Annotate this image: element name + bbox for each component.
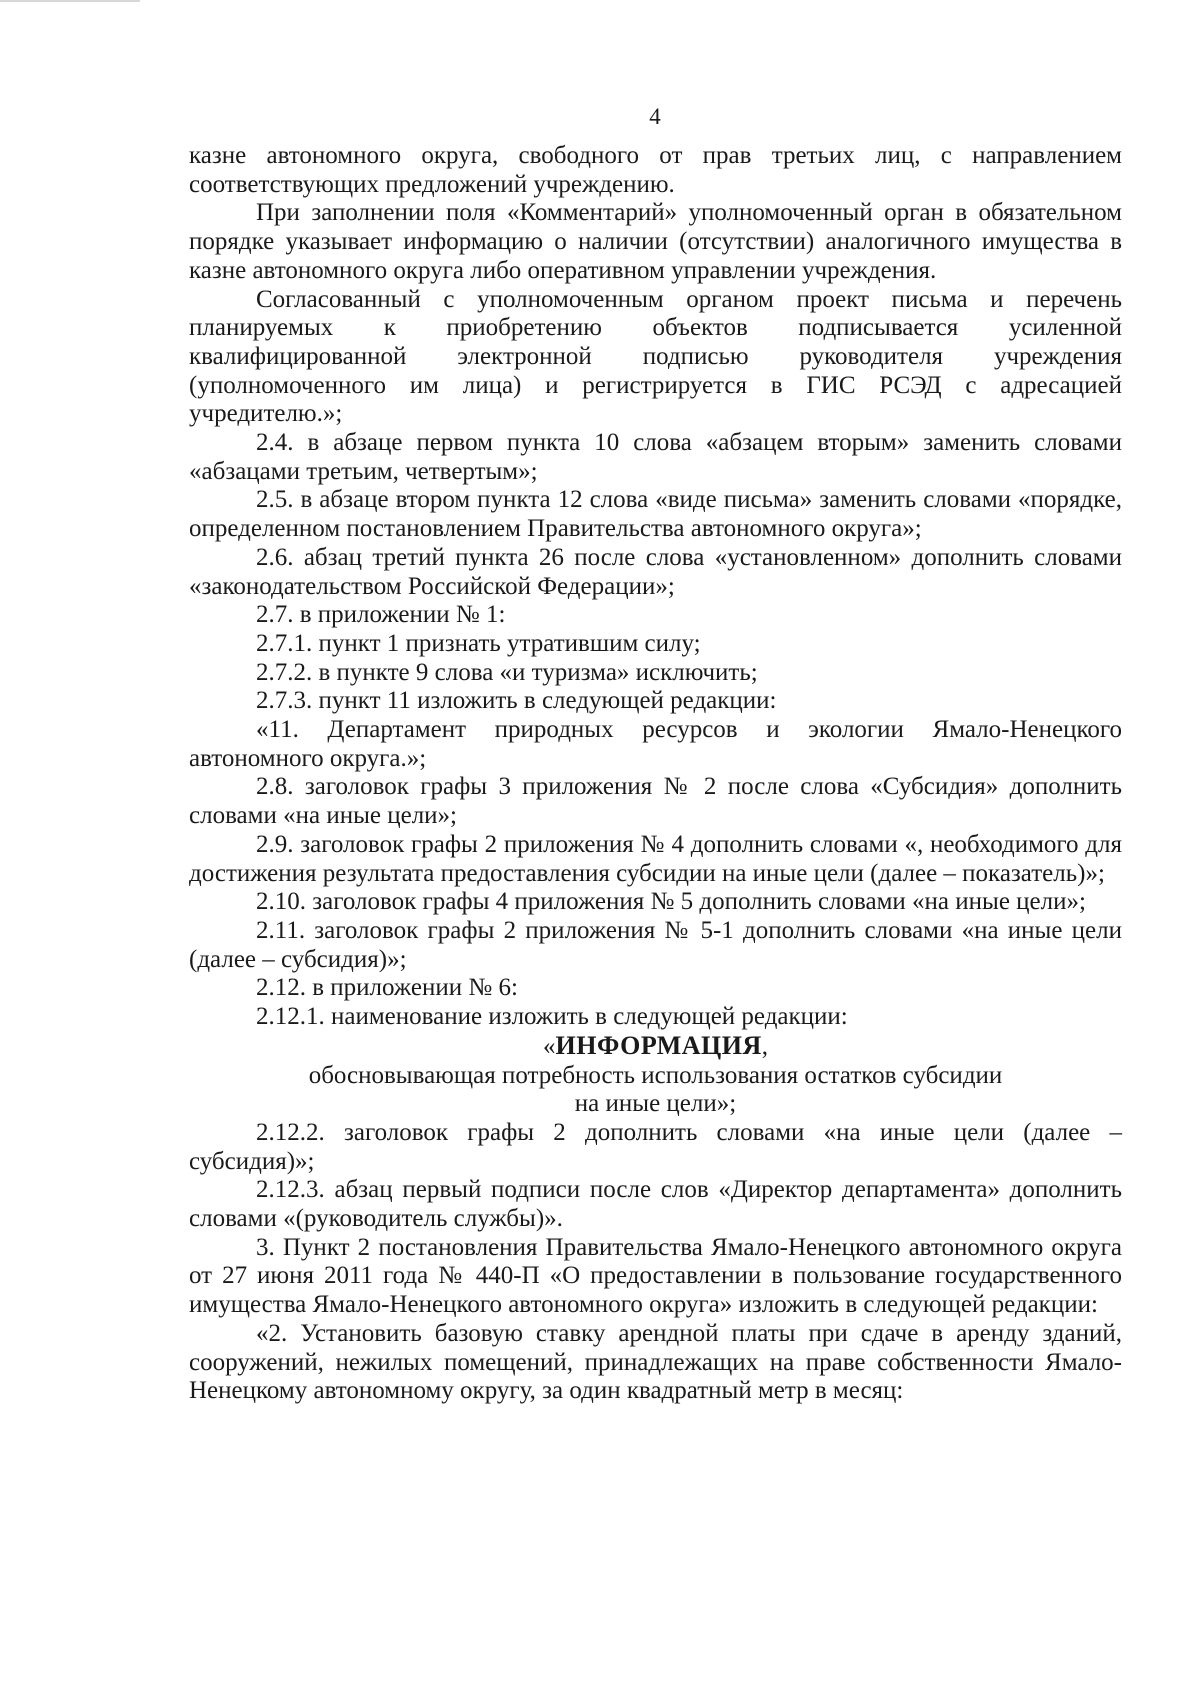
paragraph-comment-field: При заполнении поля «Комментарий» уполномоченный орган в обязательном порядке указывает информацию о наличии (отсутствии) аналогичного имущества в казне автономного округа либо оперативном управлении учреждения. bbox=[189, 199, 1122, 284]
heading-line-3: на иные цели»; bbox=[574, 1090, 737, 1118]
paragraph-2-12-2: 2.12.2. заголовок графы 2 дополнить словами «на иные цели (далее – субсидия)»; bbox=[189, 1118, 1122, 1175]
scan-artifact bbox=[0, 0, 140, 2]
paragraph-2-5: 2.5. в абзаце втором пункта 12 слова «виде письма» заменить словами «порядке, определенном постановлением Правительства автономного округа»; bbox=[189, 486, 1122, 543]
paragraph-2-7-3: 2.7.3. пункт 11 изложить в следующей редакции: bbox=[256, 687, 777, 715]
paragraph-continuation: казне автономного округа, свободного от прав третьих лиц, с направлением соответствующих предложений учреждению. bbox=[189, 142, 1122, 198]
paragraph-2-7-1: 2.7.1. пункт 1 признать утратившим силу; bbox=[256, 629, 701, 657]
paragraph-item-11: «11. Департамент природных ресурсов и экологии Ямало-Ненецкого автономного округа.»; bbox=[189, 716, 1122, 772]
paragraph-2-11: 2.11. заголовок графы 2 приложения № 5-1 дополнить словами «на иные цели (далее – субсидия)»; bbox=[189, 916, 1122, 973]
heading-comma: , bbox=[761, 1032, 768, 1060]
paragraph-3: 3. Пункт 2 постановления Правительства Ямало-Ненецкого автономного округа от 27 июня 2011 года № 440-П «О предоставлении в пользование государственного имущества Ямало-Ненецкого автономного округа» изложить в следующей редакции: bbox=[189, 1233, 1122, 1319]
paragraph-2-12-1: 2.12.1. наименование изложить в следующей редакции: bbox=[256, 1003, 848, 1031]
paragraph-2-6: 2.6. абзац третий пункта 26 после слова «установленном» дополнить словами «законодательством Российской Федерации»; bbox=[189, 543, 1122, 600]
paragraph-base-rate: «2. Установить базовую ставку арендной платы при сдаче в аренду зданий, сооружений, нежилых помещений, принадлежащих на праве собственности Ямало-Ненецкому автономному округу, за один квадратный метр в месяц: bbox=[189, 1319, 1122, 1405]
paragraph-approved-letter: Согласованный с уполномоченным органом проект письма и перечень планируемых к приобретению объектов подписывается усиленной квалифицированной электронной подписью руководителя учреждения (уполномоченного им лица) и регистрируется в ГИС РСЭД с адресацией учредителю.»; bbox=[189, 285, 1122, 428]
paragraph-2-10: 2.10. заголовок графы 4 приложения № 5 дополнить словами «на иные цели»; bbox=[256, 888, 1086, 916]
paragraph-2-4: 2.4. в абзаце первом пункта 10 слова «абзацем вторым» заменить словами «абзацами третьим, четвертым»; bbox=[189, 429, 1122, 485]
heading-open-quote: « bbox=[543, 1032, 556, 1060]
paragraph-2-9: 2.9. заголовок графы 2 приложения № 4 дополнить словами «, необходимого для достижения результата предоставления субсидии на иные цели (далее – показатель)»; bbox=[189, 830, 1122, 887]
heading-title-text: ИНФОРМАЦИЯ bbox=[555, 1030, 762, 1060]
page-number: 4 bbox=[649, 104, 661, 129]
paragraph-2-12-3: 2.12.3. абзац первый подписи после слов «Директор департамента» дополнить словами «(руководитель службы)». bbox=[189, 1176, 1122, 1233]
heading-title bbox=[189, 1032, 1122, 1062]
heading-line-2: обосновывающая потребность использования остатков субсидии bbox=[308, 1061, 1003, 1089]
paragraph-2-7-2: 2.7.2. в пункте 9 слова «и туризма» исключить; bbox=[256, 658, 758, 686]
paragraph-2-8: 2.8. заголовок графы 3 приложения № 2 после слова «Субсидия» дополнить словами «на иные цели»; bbox=[189, 773, 1122, 830]
document-body bbox=[189, 142, 1122, 1406]
paragraph-2-7: 2.7. в приложении № 1: bbox=[256, 601, 506, 629]
paragraph-2-12: 2.12. в приложении № 6: bbox=[256, 974, 518, 1002]
